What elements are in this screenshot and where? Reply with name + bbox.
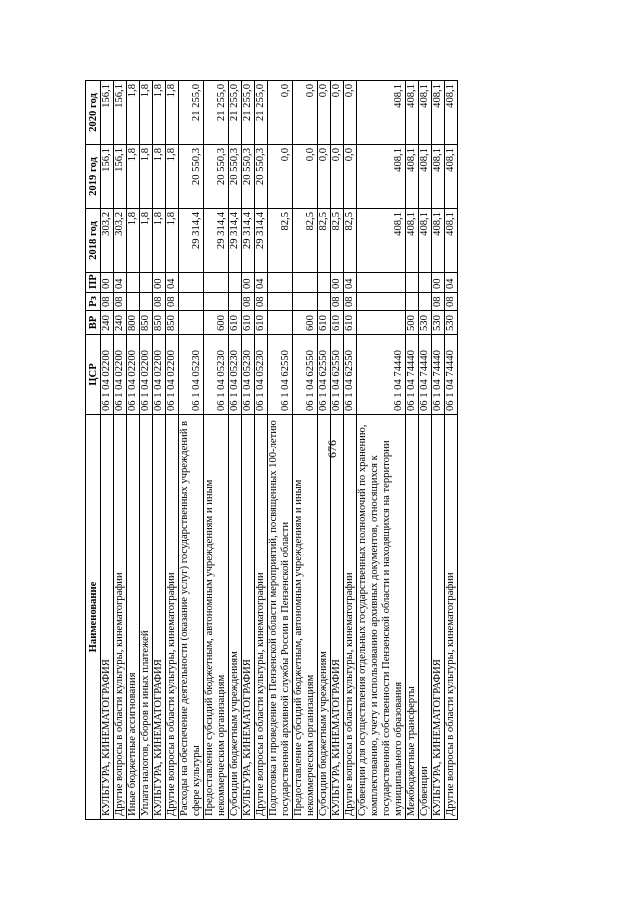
row-2018-cell: 408,1 [406, 209, 419, 273]
row-2020-cell: 408,1 [406, 81, 419, 145]
row-2020-cell: 1,8 [153, 81, 166, 145]
row-2019-cell: 408,1 [357, 145, 406, 209]
row-csr-cell: 06 1 04 05230 [204, 335, 229, 415]
table-row [419, 81, 432, 820]
table-row [445, 81, 458, 820]
row-rz-cell [318, 293, 331, 311]
row-csr-cell: 06 1 04 02200 [101, 335, 114, 415]
row-2020-cell: 21 255,0 [204, 81, 229, 145]
row-pr-cell [357, 273, 406, 293]
row-name-cell: КУЛЬТУРА, КИНЕМАТОГРАФИЯ [432, 415, 445, 820]
row-pr-cell [406, 273, 419, 293]
row-2020-cell: 21 255,0 [179, 81, 204, 145]
row-vr-cell [179, 311, 204, 335]
row-2020-cell: 156,1 [114, 81, 127, 145]
row-pr-cell [204, 273, 229, 293]
row-2019-cell: 0,0 [318, 145, 331, 209]
header-vr: ВР [86, 311, 101, 335]
row-pr-cell: 00 [242, 273, 255, 293]
row-rz-cell: 08 [101, 293, 114, 311]
row-2020-cell: 0,0 [331, 81, 344, 145]
row-2020-cell: 21 255,0 [242, 81, 255, 145]
row-vr-cell: 240 [101, 311, 114, 335]
row-2018-cell: 29 314,4 [179, 209, 204, 273]
row-vr-cell: 850 [153, 311, 166, 335]
row-name-cell: Уплата налогов, сборов и иных платежей [140, 415, 153, 820]
row-pr-cell [268, 273, 293, 293]
row-vr-cell: 610 [331, 311, 344, 335]
row-2018-cell: 303,2 [101, 209, 114, 273]
row-pr-cell [229, 273, 242, 293]
row-vr-cell [357, 311, 406, 335]
row-2018-cell: 82,5 [268, 209, 293, 273]
row-name-cell: Подготовка и проведение в Пензенской области мероприятий, посвященных 100-летию государственной архивной службы России в Пензенской области [268, 415, 293, 820]
row-pr-cell [140, 273, 153, 293]
table-row [153, 81, 166, 820]
row-vr-cell: 600 [293, 311, 318, 335]
header-2020: 2020 год [86, 81, 101, 145]
row-name-cell: КУЛЬТУРА, КИНЕМАТОГРАФИЯ [331, 415, 344, 820]
row-2020-cell: 0,0 [268, 81, 293, 145]
row-rz-cell [268, 293, 293, 311]
row-2018-cell: 1,8 [166, 209, 179, 273]
row-rz-cell: 08 [344, 293, 357, 311]
table-row [127, 81, 140, 820]
row-rz-cell: 08 [255, 293, 268, 311]
row-vr-cell: 610 [242, 311, 255, 335]
row-name-cell: КУЛЬТУРА, КИНЕМАТОГРАФИЯ [153, 415, 166, 820]
row-name-cell: Иные бюджетные ассигнования [127, 415, 140, 820]
row-name-cell: Субвенции для осуществления отдельных государственных полномочий по хранению, комплектованию, учету и использованию архивных документов, относящихся к государственной собственности Пензенской области и находящихся на территории муниципального образования [357, 415, 406, 820]
row-vr-cell: 610 [229, 311, 242, 335]
row-2019-cell: 1,8 [153, 145, 166, 209]
row-2019-cell: 0,0 [293, 145, 318, 209]
row-name-cell: КУЛЬТУРА, КИНЕМАТОГРАФИЯ [101, 415, 114, 820]
table-row [114, 81, 127, 820]
row-2019-cell: 408,1 [432, 145, 445, 209]
table-row [432, 81, 445, 820]
row-csr-cell: 06 1 04 74440 [432, 335, 445, 415]
row-pr-cell [293, 273, 318, 293]
row-rz-cell: 08 [153, 293, 166, 311]
table-row [344, 81, 357, 820]
table-row [268, 81, 293, 820]
row-pr-cell: 00 [432, 273, 445, 293]
row-vr-cell: 240 [114, 311, 127, 335]
row-2019-cell: 1,8 [140, 145, 153, 209]
row-vr-cell: 610 [344, 311, 357, 335]
budget-table [85, 80, 458, 820]
row-csr-cell: 06 1 04 02200 [140, 335, 153, 415]
row-2019-cell: 0,0 [268, 145, 293, 209]
row-name-cell: Субвенции [419, 415, 432, 820]
row-2019-cell: 0,0 [331, 145, 344, 209]
row-2018-cell: 29 314,4 [204, 209, 229, 273]
row-csr-cell: 06 1 04 02200 [166, 335, 179, 415]
table-row [357, 81, 406, 820]
row-pr-cell: 04 [255, 273, 268, 293]
row-name-cell: Другие вопросы в области культуры, кинематографии [445, 415, 458, 820]
row-2020-cell: 1,8 [166, 81, 179, 145]
row-name-cell: Предоставление субсидий бюджетным, автономным учреждениям и иным некоммерческим организациям [293, 415, 318, 820]
row-csr-cell: 06 1 04 62550 [293, 335, 318, 415]
row-csr-cell: 06 1 04 74440 [419, 335, 432, 415]
row-vr-cell: 850 [140, 311, 153, 335]
row-vr-cell: 600 [204, 311, 229, 335]
row-name-cell: Другие вопросы в области культуры, кинематографии [255, 415, 268, 820]
row-2020-cell: 0,0 [344, 81, 357, 145]
table-row [179, 81, 204, 820]
budget-table-container [85, 80, 510, 820]
row-2019-cell: 20 550,3 [229, 145, 242, 209]
row-2018-cell: 408,1 [445, 209, 458, 273]
row-pr-cell: 04 [114, 273, 127, 293]
row-rz-cell [229, 293, 242, 311]
row-2019-cell: 408,1 [419, 145, 432, 209]
row-2018-cell: 408,1 [432, 209, 445, 273]
row-rz-cell [204, 293, 229, 311]
row-2019-cell: 20 550,3 [179, 145, 204, 209]
header-2018: 2018 год [86, 209, 101, 273]
row-2020-cell: 1,8 [127, 81, 140, 145]
row-csr-cell: 06 1 04 74440 [445, 335, 458, 415]
row-2018-cell: 29 314,4 [242, 209, 255, 273]
table-row [318, 81, 331, 820]
row-rz-cell: 08 [242, 293, 255, 311]
row-rz-cell: 08 [166, 293, 179, 311]
row-pr-cell [419, 273, 432, 293]
row-2019-cell: 20 550,3 [204, 145, 229, 209]
row-2018-cell: 1,8 [140, 209, 153, 273]
row-pr-cell: 04 [344, 273, 357, 293]
row-csr-cell: 06 1 04 05230 [229, 335, 242, 415]
row-2020-cell: 21 255,0 [229, 81, 242, 145]
row-vr-cell: 800 [127, 311, 140, 335]
header-csr: ЦСР [86, 335, 101, 415]
row-2019-cell: 20 550,3 [255, 145, 268, 209]
row-2018-cell: 1,8 [153, 209, 166, 273]
row-name-cell: Субсидии бюджетным учреждениям [229, 415, 242, 820]
header-name: Наименование [86, 415, 101, 820]
header-2019: 2019 год [86, 145, 101, 209]
row-2018-cell: 82,5 [318, 209, 331, 273]
row-name-cell: Другие вопросы в области культуры, кинематографии [344, 415, 357, 820]
row-pr-cell: 00 [153, 273, 166, 293]
table-row [101, 81, 114, 820]
row-2020-cell: 408,1 [445, 81, 458, 145]
row-2018-cell: 82,5 [344, 209, 357, 273]
row-vr-cell [268, 311, 293, 335]
row-name-cell: Межбюджетные трансферты [406, 415, 419, 820]
row-2020-cell: 408,1 [357, 81, 406, 145]
row-2019-cell: 20 550,3 [242, 145, 255, 209]
row-csr-cell: 06 1 04 62550 [344, 335, 357, 415]
row-name-cell: Предоставление субсидий бюджетным, автономным учреждениям и иным некоммерческим организациям [204, 415, 229, 820]
row-pr-cell: 04 [166, 273, 179, 293]
row-rz-cell: 08 [445, 293, 458, 311]
row-2019-cell: 408,1 [445, 145, 458, 209]
row-2019-cell: 156,1 [101, 145, 114, 209]
table-row [331, 81, 344, 820]
row-name-cell: Расходы на обеспечение деятельности (оказание услуг) государственных учреждений в сфере культуры [179, 415, 204, 820]
table-body [101, 81, 458, 820]
row-2020-cell: 0,0 [318, 81, 331, 145]
row-rz-cell: 08 [432, 293, 445, 311]
table-header-row [86, 81, 101, 820]
row-2018-cell: 82,5 [293, 209, 318, 273]
row-csr-cell: 06 1 04 05230 [242, 335, 255, 415]
row-vr-cell: 530 [432, 311, 445, 335]
row-2018-cell: 1,8 [127, 209, 140, 273]
row-2018-cell: 303,2 [114, 209, 127, 273]
page-number: 676 [325, 440, 339, 458]
row-pr-cell [179, 273, 204, 293]
row-rz-cell [293, 293, 318, 311]
row-rz-cell [406, 293, 419, 311]
table-row [140, 81, 153, 820]
row-vr-cell: 500 [406, 311, 419, 335]
row-pr-cell: 04 [445, 273, 458, 293]
row-pr-cell [127, 273, 140, 293]
row-name-cell: Другие вопросы в области культуры, кинематографии [166, 415, 179, 820]
row-vr-cell: 610 [318, 311, 331, 335]
row-csr-cell: 06 1 04 02200 [114, 335, 127, 415]
row-pr-cell: 00 [101, 273, 114, 293]
header-pr: ПР [86, 273, 101, 293]
row-2020-cell: 0,0 [293, 81, 318, 145]
table-row [293, 81, 318, 820]
row-csr-cell: 06 1 04 05230 [179, 335, 204, 415]
row-vr-cell: 530 [419, 311, 432, 335]
row-name-cell: Другие вопросы в области культуры, кинематографии [114, 415, 127, 820]
row-2018-cell: 29 314,4 [229, 209, 242, 273]
row-vr-cell: 850 [166, 311, 179, 335]
header-rz: Рз [86, 293, 101, 311]
row-2020-cell: 408,1 [432, 81, 445, 145]
table-row [406, 81, 419, 820]
row-rz-cell [127, 293, 140, 311]
table-row [204, 81, 229, 820]
row-2019-cell: 0,0 [344, 145, 357, 209]
row-rz-cell [357, 293, 406, 311]
table-row [242, 81, 255, 820]
row-pr-cell: 00 [331, 273, 344, 293]
row-2018-cell: 29 314,4 [255, 209, 268, 273]
row-2019-cell: 408,1 [406, 145, 419, 209]
row-2019-cell: 156,1 [114, 145, 127, 209]
row-name-cell: КУЛЬТУРА, КИНЕМАТОГРАФИЯ [242, 415, 255, 820]
row-rz-cell [419, 293, 432, 311]
row-pr-cell [318, 273, 331, 293]
row-name-cell: Субсидии бюджетным учреждениям [318, 415, 331, 820]
table-row [166, 81, 179, 820]
row-2018-cell: 408,1 [357, 209, 406, 273]
row-2020-cell: 21 255,0 [255, 81, 268, 145]
table-row [255, 81, 268, 820]
row-2020-cell: 156,1 [101, 81, 114, 145]
row-csr-cell: 06 1 04 62550 [268, 335, 293, 415]
row-2019-cell: 1,8 [127, 145, 140, 209]
row-2020-cell: 1,8 [140, 81, 153, 145]
row-2020-cell: 408,1 [419, 81, 432, 145]
row-csr-cell: 06 1 04 74440 [357, 335, 406, 415]
row-rz-cell [140, 293, 153, 311]
row-csr-cell: 06 1 04 05230 [255, 335, 268, 415]
row-csr-cell: 06 1 04 02200 [153, 335, 166, 415]
row-vr-cell: 610 [255, 311, 268, 335]
row-rz-cell: 08 [114, 293, 127, 311]
row-2018-cell: 408,1 [419, 209, 432, 273]
row-2018-cell: 82,5 [331, 209, 344, 273]
row-csr-cell: 06 1 04 62550 [331, 335, 344, 415]
row-csr-cell: 06 1 04 62550 [318, 335, 331, 415]
row-rz-cell: 08 [331, 293, 344, 311]
row-vr-cell: 530 [445, 311, 458, 335]
row-2019-cell: 1,8 [166, 145, 179, 209]
table-row [229, 81, 242, 820]
row-rz-cell [179, 293, 204, 311]
row-csr-cell: 06 1 04 74440 [406, 335, 419, 415]
row-csr-cell: 06 1 04 02200 [127, 335, 140, 415]
